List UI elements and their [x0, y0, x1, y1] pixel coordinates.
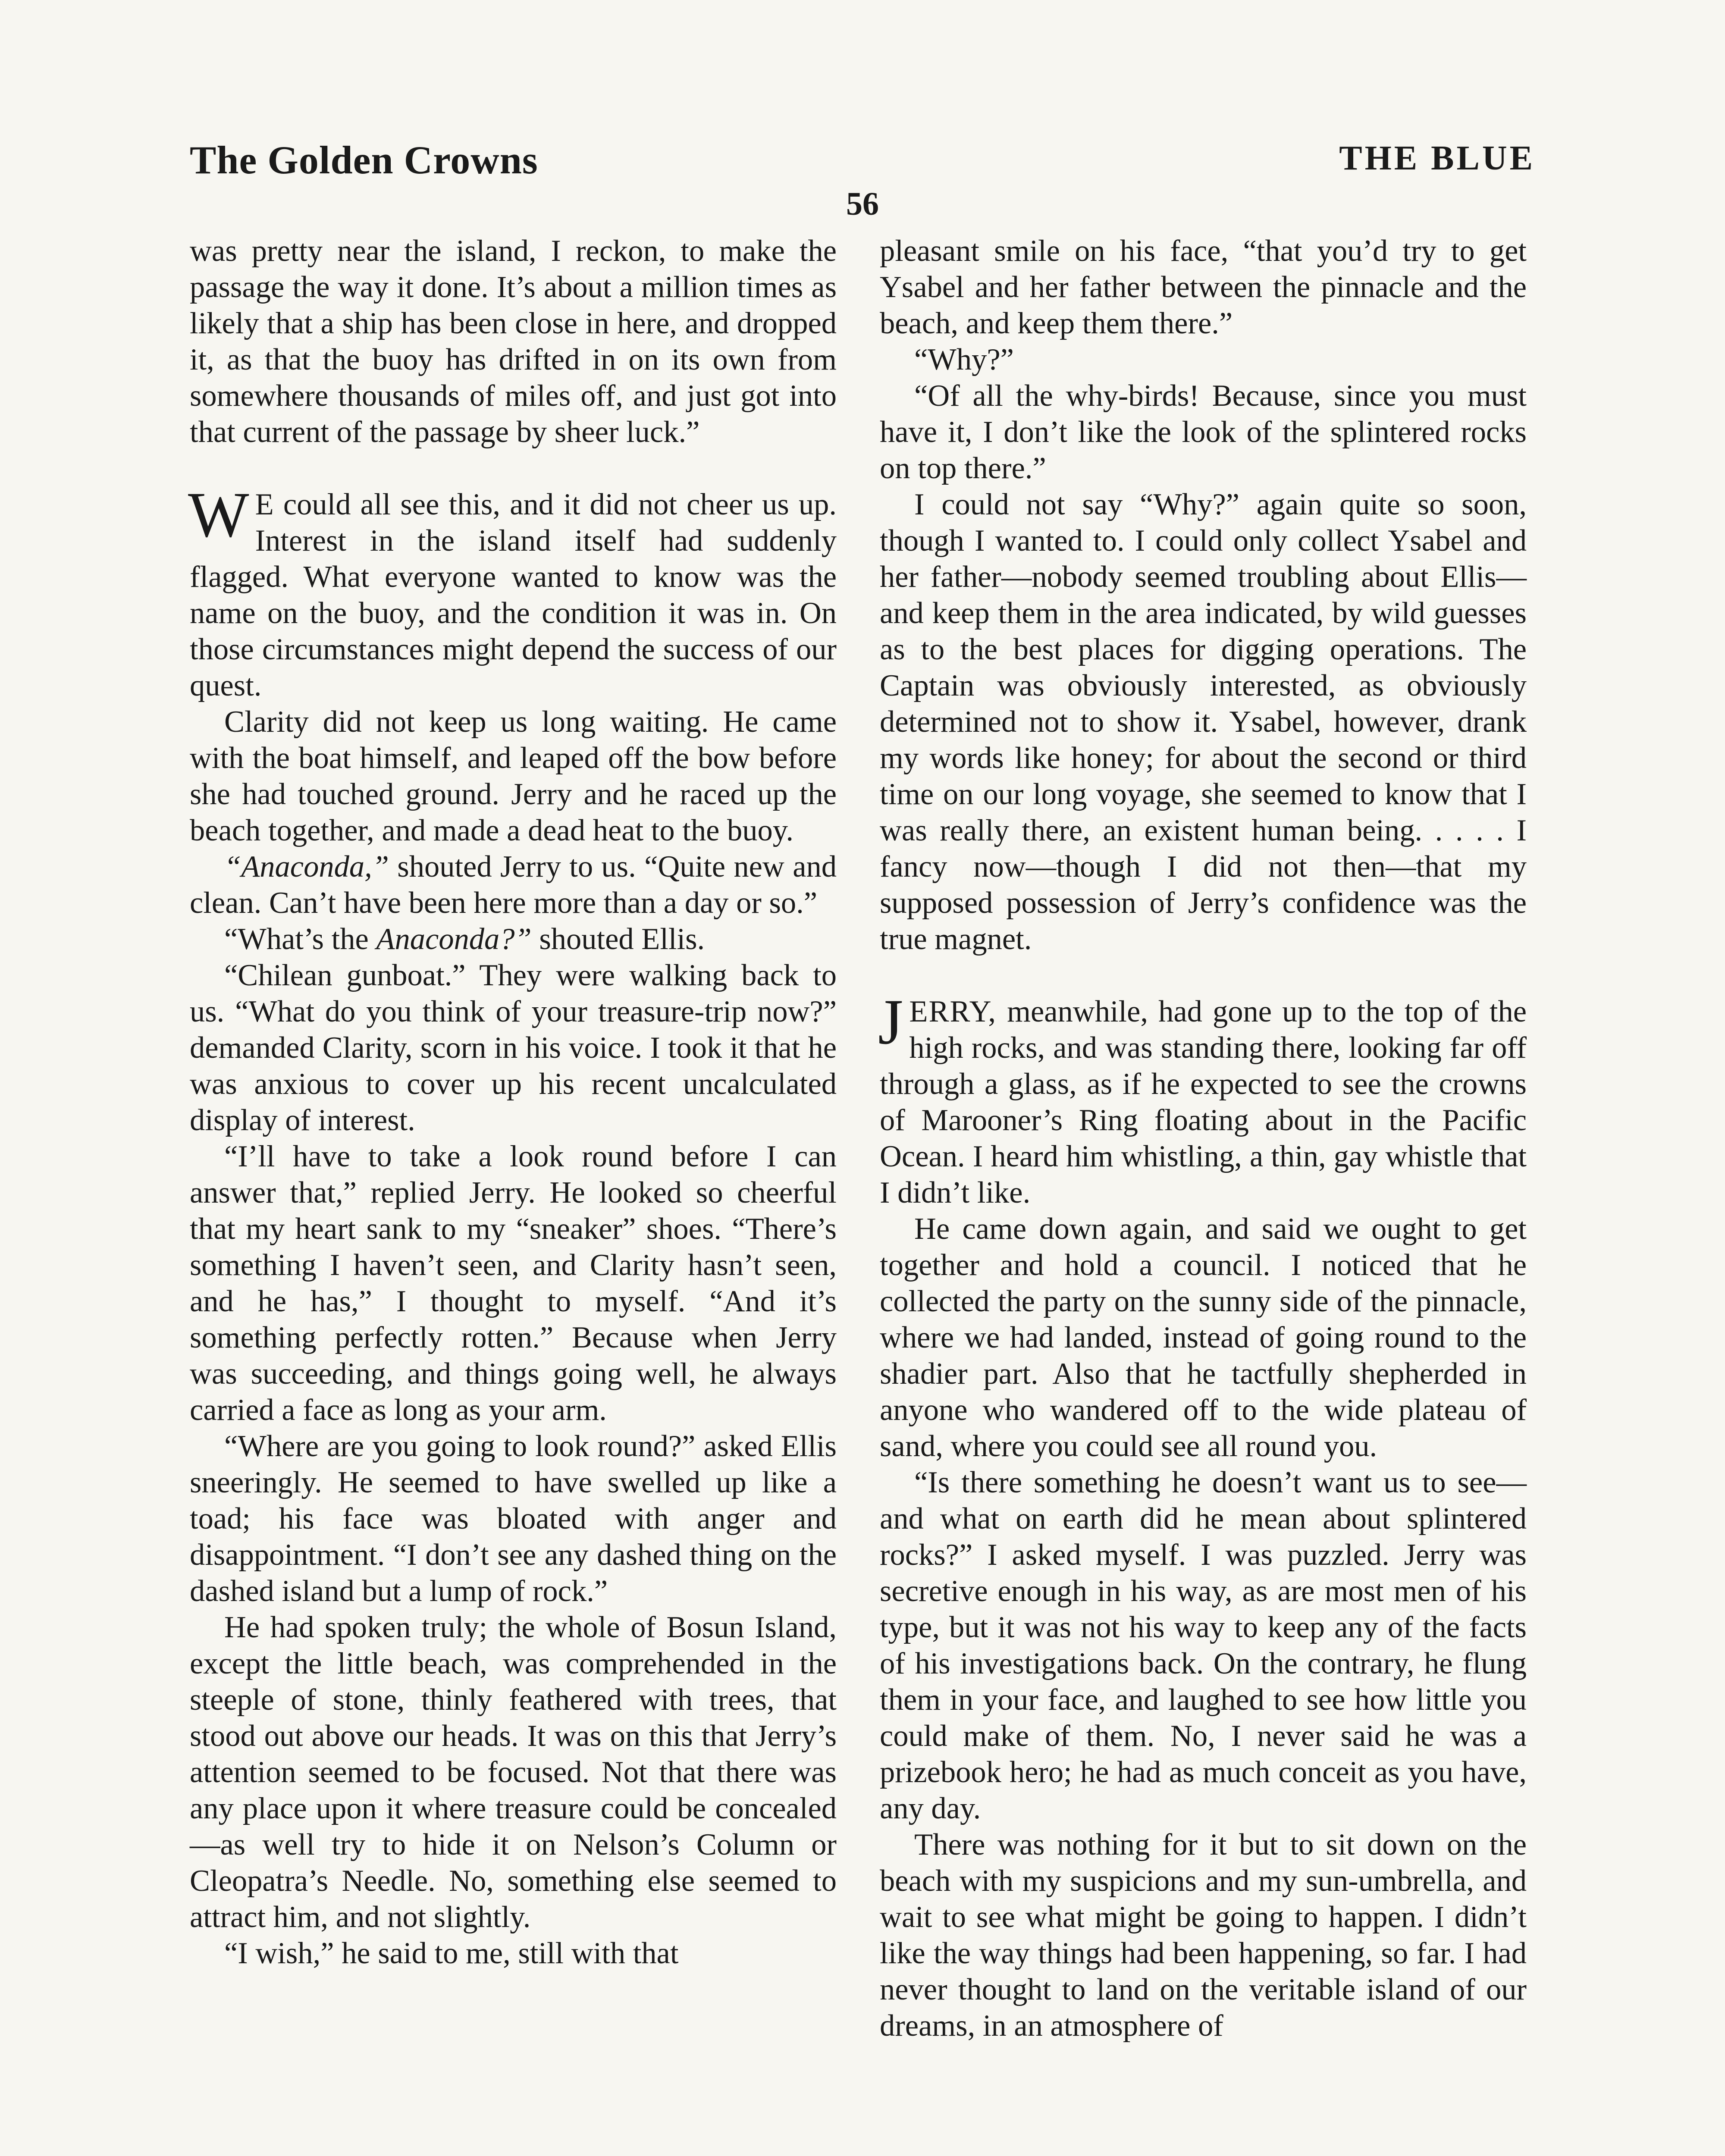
drop-cap: J	[878, 986, 903, 1058]
paragraph-text: E could all see this, and it did not cheer us up. Interest in the island itself had suddenly flagged. What everyone wanted to know was the name on the buoy, and the condition it was in. On those circumstances might depend the success of our quest.	[190, 488, 837, 702]
paragraph-text: “What’s the	[224, 922, 376, 956]
paragraph: He had spoken truly; the whole of Bosun Island, except the little beach, was comprehended in the steeple of stone, thinly feathered with trees, that stood out above our heads. It was on this that Jerry’s attention seemed to be focused. Not that there was any place upon it where treasure could be concealed—as well try to hide it on Nelson’s Column or Cleopatra’s Needle. No, something else seemed to attract him, and not slightly.	[190, 1611, 837, 1934]
paragraph: “Chilean gunboat.” They were walking back to us. “What do you think of your treasure-trip now?” demanded Clarity, scorn in his voice. I took it that he was anxious to cover up his recent uncalculated display of interest.	[190, 959, 837, 1137]
paragraph-text: shouted Jerry to us. “Quite new and clean. Can’t have been here more than a day or so.”	[190, 850, 837, 920]
paragraph: “I wish,” he said to me, still with that	[224, 1937, 679, 1970]
page-number: 56	[846, 186, 879, 222]
paragraph: “Why?”	[914, 343, 1014, 376]
magazine-title: THE BLUE	[1339, 139, 1535, 177]
italic-text: “Anaconda,”	[224, 850, 389, 884]
paragraph	[190, 921, 837, 957]
paragraph: pleasant smile on his face, “that you’d try to get Ysabel and her father between the pinnacle and the beach, and keep them there.”	[880, 234, 1527, 340]
italic-text: Anaconda?”	[376, 922, 532, 956]
paragraph: “Where are you going to look round?” asked Ellis sneeringly. He seemed to have swelled up like a toad; his face was bloated with anger and disappointment. “I don’t see any dashed thing on the dashed island but a lump of rock.”	[190, 1429, 837, 1608]
paragraph: “Of all the why-birds! Because, since you must have it, I don’t like the look of the splintered rocks on top there.”	[880, 379, 1527, 485]
small-caps-text: ERRY,	[909, 995, 997, 1028]
paragraph: was pretty near the island, I reckon, to make the passage the way it done. It’s about a million times as likely that a ship has been close in here, and dropped it, as that the buoy has drifted in on its own from somewhere thousands of miles off, and just got into that current of the passage by sheer luck.”	[190, 234, 837, 449]
paragraph: I could not say “Why?” again quite so soon, though I wanted to. I could only collect Ysabel and her father—nobody seemed troubling about Ellis—and keep them in the area indicated, by wild guesses as to the best places for digging operations. The Captain was obviously interested, as obviously determined not to show it. Ysabel, however, drank my words like honey; for about the second or third time on our long voyage, she seemed to know that I was really there, an existent human being. . . . . I fancy now—though I did not then—that my supposed possession of Jerry’s confidence was the true magnet.	[880, 488, 1527, 956]
paragraph-text: shouted Ellis.	[531, 922, 705, 956]
paragraph: He came down again, and said we ought to get together and hold a council. I noticed that he collected the party on the sunny side of the pinnacle, where we had landed, instead of going round to the shadier part. Also that he tactfully shepherded in anyone who wandered off to the wide plateau of sand, where you could see all round you.	[880, 1212, 1527, 1463]
section-break	[190, 450, 837, 486]
paragraph: “Is there something he doesn’t want us to see—and what on earth did he mean about splintered rocks?” I asked myself. I was puzzled. Jerry was secretive enough in his way, as are most men of his type, but it was not his way to keep any of the facts of his investigations back. On the contrary, he flung them in your face, and laughed to see how little you could make of them. No, I never said he was a prizebook hero; he had as much conceit as you have, any day.	[880, 1466, 1527, 1825]
drop-cap: W	[188, 479, 249, 551]
paragraph-dropcap	[188, 479, 837, 704]
section-break	[880, 957, 1527, 993]
right-column	[880, 233, 1527, 2156]
paragraph-text: meanwhile, had gone up to the top of the high rocks, and was standing there, looking far off through a glass, as if he expected to see the crowns of Marooner’s Ring floating about in the Pacific Ocean. I heard him whistling, a thin, gay whistle that I didn’t like.	[880, 995, 1527, 1210]
paragraph-dropcap	[878, 986, 1527, 1211]
story-title: The Golden Crowns	[190, 138, 538, 182]
paragraph: Clarity did not keep us long waiting. He came with the boat himself, and leaped off the bow before she had touched ground. Jerry and he raced up the beach together, and made a dead heat to the buoy.	[190, 705, 837, 847]
paragraph: “I’ll have to take a look round before I can answer that,” replied Jerry. He looked so cheerful that my heart sank to my “sneaker” shoes. “There’s something I haven’t seen, and Clarity hasn’t seen, and he has,” I thought to myself. “And it’s something perfectly rotten.” Because when Jerry was succeeding, and things going well, he always carried a face as long as your arm.	[190, 1140, 837, 1427]
paragraph	[190, 849, 837, 921]
paragraph: There was nothing for it but to sit down on the beach with my suspicions and my sun-umbrella, and wait to see what might be going to happen. I didn’t like the way things had been happening, so far. I had never thought to land on the veritable island of our dreams, in an atmosphere of	[880, 1828, 1527, 2043]
left-column	[190, 233, 837, 2156]
